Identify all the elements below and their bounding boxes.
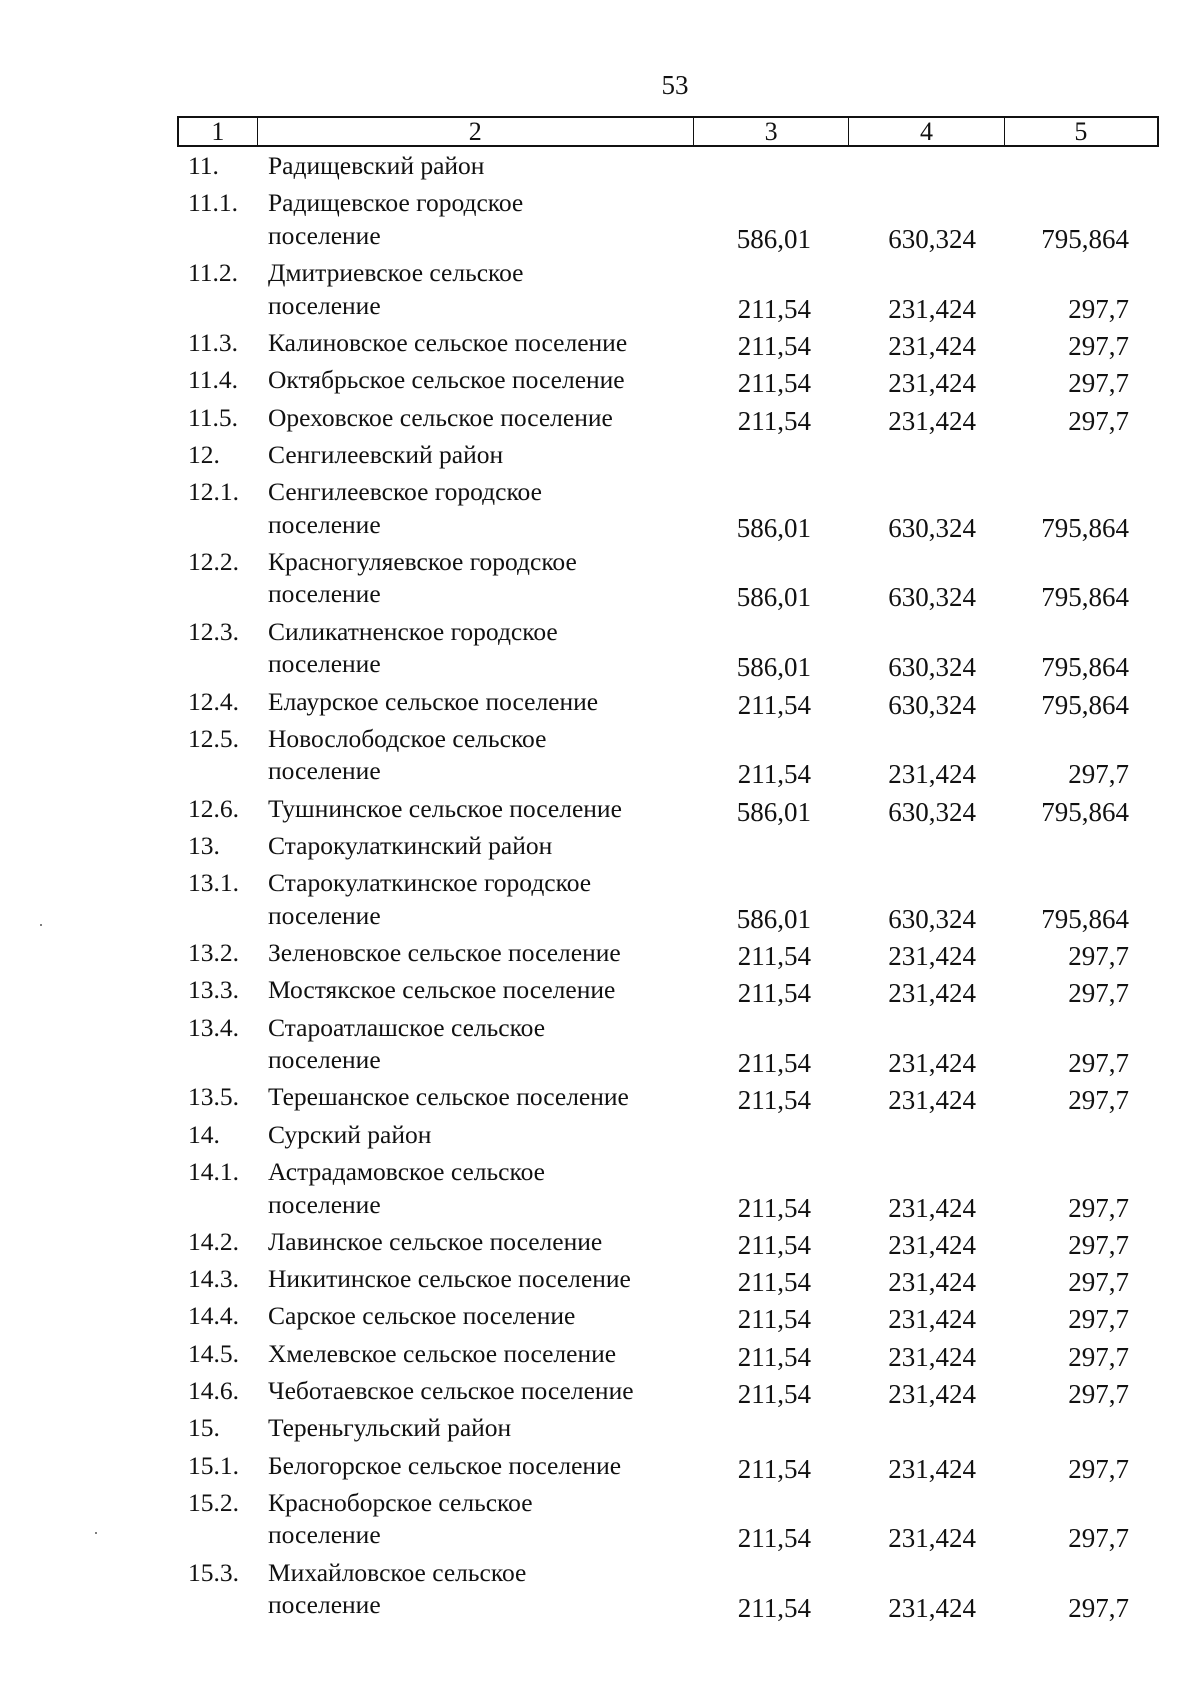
row-name-line: Радищевский район: [268, 151, 485, 180]
row-name: [268, 1081, 698, 1114]
row-number: 11.3.: [188, 327, 239, 357]
row-name: [268, 327, 698, 360]
value-column-5: 297,7: [1068, 1593, 1129, 1624]
value-column-5: 795,864: [1041, 796, 1129, 827]
table-row: [0, 257, 1200, 322]
value-column-4: 231,424: [888, 1523, 976, 1554]
value-column-5: 297,7: [1068, 1341, 1129, 1372]
row-number: 12.5.: [188, 723, 239, 753]
table-row: [0, 1412, 1200, 1445]
row-name-line: Тереньгульский район: [268, 1413, 512, 1443]
row-number: 14.2.: [188, 1226, 239, 1256]
row-name: [268, 937, 698, 970]
table-row: [0, 793, 1200, 826]
row-name: [268, 1412, 698, 1445]
table-row: [0, 402, 1200, 435]
row-number: 13.4.: [188, 1012, 239, 1042]
table-row: [0, 327, 1200, 360]
row-name-line: Астрадамовское сельское: [268, 1157, 545, 1186]
value-column-5: 297,7: [1068, 405, 1129, 436]
row-number: 13.2.: [188, 938, 239, 967]
scan-speck: [40, 924, 42, 926]
row-name: [268, 723, 698, 788]
value-column-3: 211,54: [737, 1048, 811, 1079]
value-column-3: 211,54: [737, 1453, 811, 1484]
column-header-4: 4: [849, 118, 1004, 145]
value-column-5: 297,7: [1068, 1523, 1129, 1554]
table-row: [0, 1338, 1200, 1371]
value-column-4: 231,424: [888, 330, 976, 361]
value-column-3: 211,54: [737, 1085, 811, 1116]
value-column-4: 231,424: [888, 941, 976, 971]
row-number: 11.2.: [188, 258, 239, 288]
row-name: [268, 974, 698, 1007]
table-row: [0, 1081, 1200, 1114]
row-number: 11.4.: [188, 365, 239, 395]
row-number: 14.4.: [188, 1301, 239, 1331]
table-row: [0, 1300, 1200, 1333]
row-name-line: Мостякское сельское поселение: [268, 975, 616, 1005]
row-number: 11.1.: [188, 188, 239, 218]
row-name-line: поселение: [268, 220, 381, 250]
table-row: [0, 476, 1200, 541]
value-column-3: 211,54: [737, 941, 811, 971]
value-column-4: 231,424: [888, 978, 976, 1009]
value-column-3: 586,01: [736, 652, 811, 683]
value-column-3: 211,54: [737, 1304, 811, 1335]
table-row: [0, 974, 1200, 1007]
value-column-5: 297,7: [1068, 1192, 1129, 1223]
row-name: [268, 1156, 698, 1221]
row-name: [268, 1300, 698, 1333]
table-row: [0, 616, 1200, 681]
row-name: [268, 1375, 698, 1408]
row-name-line: Елаурское сельское поселение: [268, 686, 599, 716]
value-column-5: 297,7: [1068, 293, 1129, 324]
row-name-line: Терешанское сельское поселение: [268, 1082, 629, 1112]
value-column-5: 795,864: [1041, 582, 1129, 613]
value-column-4: 231,424: [888, 1267, 976, 1298]
value-column-4: 630,324: [888, 796, 976, 827]
table-row: [0, 187, 1200, 252]
row-name-line: Дмитриевское сельское: [268, 258, 524, 288]
row-name: [268, 1119, 698, 1152]
row-name: [268, 1226, 698, 1259]
value-column-3: 211,54: [737, 1379, 811, 1409]
table-row: [0, 364, 1200, 397]
value-column-4: 231,424: [888, 1453, 976, 1484]
table-row: [0, 1375, 1200, 1408]
value-column-3: 211,54: [737, 1229, 811, 1260]
row-number: 14.: [188, 1119, 220, 1149]
value-column-4: 231,424: [888, 1341, 976, 1372]
column-header-2: 2: [258, 118, 694, 145]
row-name-line: поселение: [268, 900, 381, 930]
value-column-3: 586,01: [736, 223, 811, 254]
value-column-5: 297,7: [1068, 368, 1129, 399]
value-column-5: 795,864: [1041, 512, 1129, 543]
row-name-line: поселение: [268, 290, 381, 320]
row-number: 12.2.: [188, 546, 239, 576]
value-column-5: 297,7: [1068, 330, 1129, 361]
row-number: 13.1.: [188, 868, 239, 898]
row-name-line: поселение: [268, 649, 381, 679]
row-name-line: Красноборское сельское: [268, 1487, 533, 1517]
row-number: 13.3.: [188, 975, 239, 1005]
table-row: [0, 1487, 1200, 1552]
row-name-line: поселение: [268, 509, 381, 539]
row-number: 11.: [188, 151, 219, 180]
value-column-5: 297,7: [1068, 1048, 1129, 1079]
value-column-5: 795,864: [1041, 223, 1129, 254]
table-row: [0, 546, 1200, 611]
row-name-line: поселение: [268, 1590, 381, 1620]
row-name-line: Сурский район: [268, 1119, 432, 1149]
row-name: [268, 830, 698, 863]
row-number: 12.4.: [188, 686, 239, 716]
row-name: [268, 616, 698, 681]
row-name: [268, 1487, 698, 1552]
value-column-4: 231,424: [888, 368, 976, 399]
row-name-line: поселение: [268, 579, 381, 609]
value-column-4: 231,424: [888, 293, 976, 324]
row-name: [268, 1263, 698, 1296]
row-name: [268, 257, 698, 322]
value-column-3: 211,54: [737, 1523, 811, 1554]
row-name-line: Белогорское сельское поселение: [268, 1450, 622, 1480]
table-row: [0, 723, 1200, 788]
value-column-3: 211,54: [737, 405, 811, 436]
row-name-line: Старокулаткинское городское: [268, 868, 592, 898]
table-row: [0, 1263, 1200, 1296]
row-number: 12.6.: [188, 793, 239, 823]
value-column-3: 211,54: [737, 1267, 811, 1298]
value-column-4: 231,424: [888, 405, 976, 436]
value-column-5: 297,7: [1068, 978, 1129, 1009]
row-name-line: Никитинское сельское поселение: [268, 1264, 631, 1294]
table-row: [0, 867, 1200, 932]
row-name-line: Сарское сельское поселение: [268, 1301, 576, 1331]
value-column-4: 630,324: [888, 689, 976, 720]
value-column-5: 297,7: [1068, 1304, 1129, 1335]
row-name: [268, 686, 698, 719]
value-column-3: 211,54: [737, 759, 811, 790]
row-name-line: поселение: [268, 756, 381, 786]
value-column-4: 630,324: [888, 512, 976, 543]
row-name-line: Сенгилеевское городское: [268, 477, 542, 507]
row-number: 14.1.: [188, 1157, 239, 1186]
row-number: 14.5.: [188, 1338, 239, 1368]
row-name: [268, 402, 698, 435]
row-name: [268, 1557, 698, 1622]
value-column-5: 297,7: [1068, 1379, 1129, 1409]
value-column-5: 297,7: [1068, 1453, 1129, 1484]
value-column-3: 586,01: [736, 582, 811, 613]
value-column-3: 211,54: [737, 1593, 811, 1624]
row-name: [268, 476, 698, 541]
value-column-3: 211,54: [737, 978, 811, 1009]
value-column-4: 231,424: [888, 759, 976, 790]
value-column-5: 297,7: [1068, 1229, 1129, 1260]
value-column-4: 231,424: [888, 1379, 976, 1409]
value-column-5: 795,864: [1041, 903, 1129, 934]
row-name: [268, 150, 698, 183]
row-name-line: поселение: [268, 1189, 381, 1219]
value-column-3: 211,54: [737, 368, 811, 399]
value-column-5: 297,7: [1068, 941, 1129, 971]
row-name: [268, 439, 698, 472]
value-column-4: 630,324: [888, 223, 976, 254]
table-row: [0, 1226, 1200, 1259]
value-column-5: 297,7: [1068, 1085, 1129, 1116]
column-header-3: 3: [694, 118, 849, 145]
value-column-4: 231,424: [888, 1192, 976, 1223]
row-number: 13.5.: [188, 1082, 239, 1112]
value-column-3: 211,54: [737, 1192, 811, 1223]
row-number: 14.6.: [188, 1376, 239, 1405]
row-name-line: поселение: [268, 1520, 381, 1550]
row-name-line: Чеботаевское сельское поселение: [268, 1376, 634, 1405]
row-name: [268, 364, 698, 397]
value-column-4: 231,424: [888, 1593, 976, 1624]
row-name-line: Лавинское сельское поселение: [268, 1226, 603, 1256]
value-column-3: 211,54: [737, 330, 811, 361]
row-name: [268, 1012, 698, 1077]
row-name-line: Красногуляевское городское: [268, 546, 577, 576]
row-name-line: Новослободское сельское: [268, 723, 547, 753]
value-column-4: 630,324: [888, 652, 976, 683]
row-number: 15.2.: [188, 1487, 239, 1517]
row-name-line: Ореховское сельское поселение: [268, 402, 613, 432]
value-column-4: 231,424: [888, 1304, 976, 1335]
row-name-line: Староатлашское сельское: [268, 1012, 546, 1042]
row-number: 15.1.: [188, 1450, 239, 1480]
value-column-3: 586,01: [736, 796, 811, 827]
row-name: [268, 546, 698, 611]
value-column-3: 586,01: [736, 512, 811, 543]
table-row: [0, 830, 1200, 863]
row-number: 12.3.: [188, 616, 239, 646]
table-row: [0, 439, 1200, 472]
row-name-line: Сенгилеевский район: [268, 439, 504, 469]
row-name-line: Силикатненское городское: [268, 616, 558, 646]
value-column-4: 630,324: [888, 903, 976, 934]
row-number: 14.3.: [188, 1264, 239, 1294]
value-column-4: 231,424: [888, 1048, 976, 1079]
row-name-line: поселение: [268, 1045, 381, 1075]
value-column-3: 586,01: [736, 903, 811, 934]
row-name-line: Зеленовское сельское поселение: [268, 938, 621, 967]
scan-speck: [95, 1532, 97, 1534]
row-number: 13.: [188, 830, 220, 860]
table-row: [0, 1450, 1200, 1483]
table-row: [0, 1119, 1200, 1152]
row-name: [268, 1338, 698, 1371]
value-column-3: 211,54: [737, 689, 811, 720]
table-row: [0, 937, 1200, 970]
row-name-line: Радищевское городское: [268, 188, 524, 218]
table-column-header: [177, 116, 1159, 147]
column-header-5: 5: [1074, 117, 1088, 146]
row-name: [268, 867, 698, 932]
value-column-5: 795,864: [1041, 652, 1129, 683]
row-name: [268, 1450, 698, 1483]
row-number: 15.: [188, 1413, 220, 1443]
value-column-5: 297,7: [1068, 759, 1129, 790]
column-header-1: 1: [179, 118, 258, 145]
value-column-3: 211,54: [737, 1341, 811, 1372]
page-number: 53: [661, 70, 689, 100]
row-name-line: Старокулаткинский район: [268, 830, 553, 860]
table-row: [0, 686, 1200, 719]
row-name-line: Тушнинское сельское поселение: [268, 793, 622, 823]
value-column-4: 630,324: [888, 582, 976, 613]
row-number: 15.3.: [188, 1557, 239, 1587]
value-column-4: 231,424: [888, 1085, 976, 1116]
table-row: [0, 1557, 1200, 1622]
row-number: 11.5.: [188, 402, 239, 432]
row-name-line: Хмелевское сельское поселение: [268, 1338, 617, 1368]
value-column-5: 297,7: [1068, 1267, 1129, 1298]
row-name: [268, 187, 698, 252]
value-column-5: 795,864: [1041, 689, 1129, 720]
value-column-4: 231,424: [888, 1229, 976, 1260]
row-number: 12.: [188, 439, 220, 469]
row-name-line: Октябрьское сельское поселение: [268, 365, 625, 395]
row-name-line: Михайловское сельское: [268, 1557, 527, 1587]
row-number: 12.1.: [188, 477, 239, 507]
table-row: [0, 1012, 1200, 1077]
row-name-line: Калиновское сельское поселение: [268, 327, 628, 357]
table-row: [0, 1156, 1200, 1221]
row-name: [268, 793, 698, 826]
value-column-3: 211,54: [737, 293, 811, 324]
table-row: [0, 150, 1200, 183]
